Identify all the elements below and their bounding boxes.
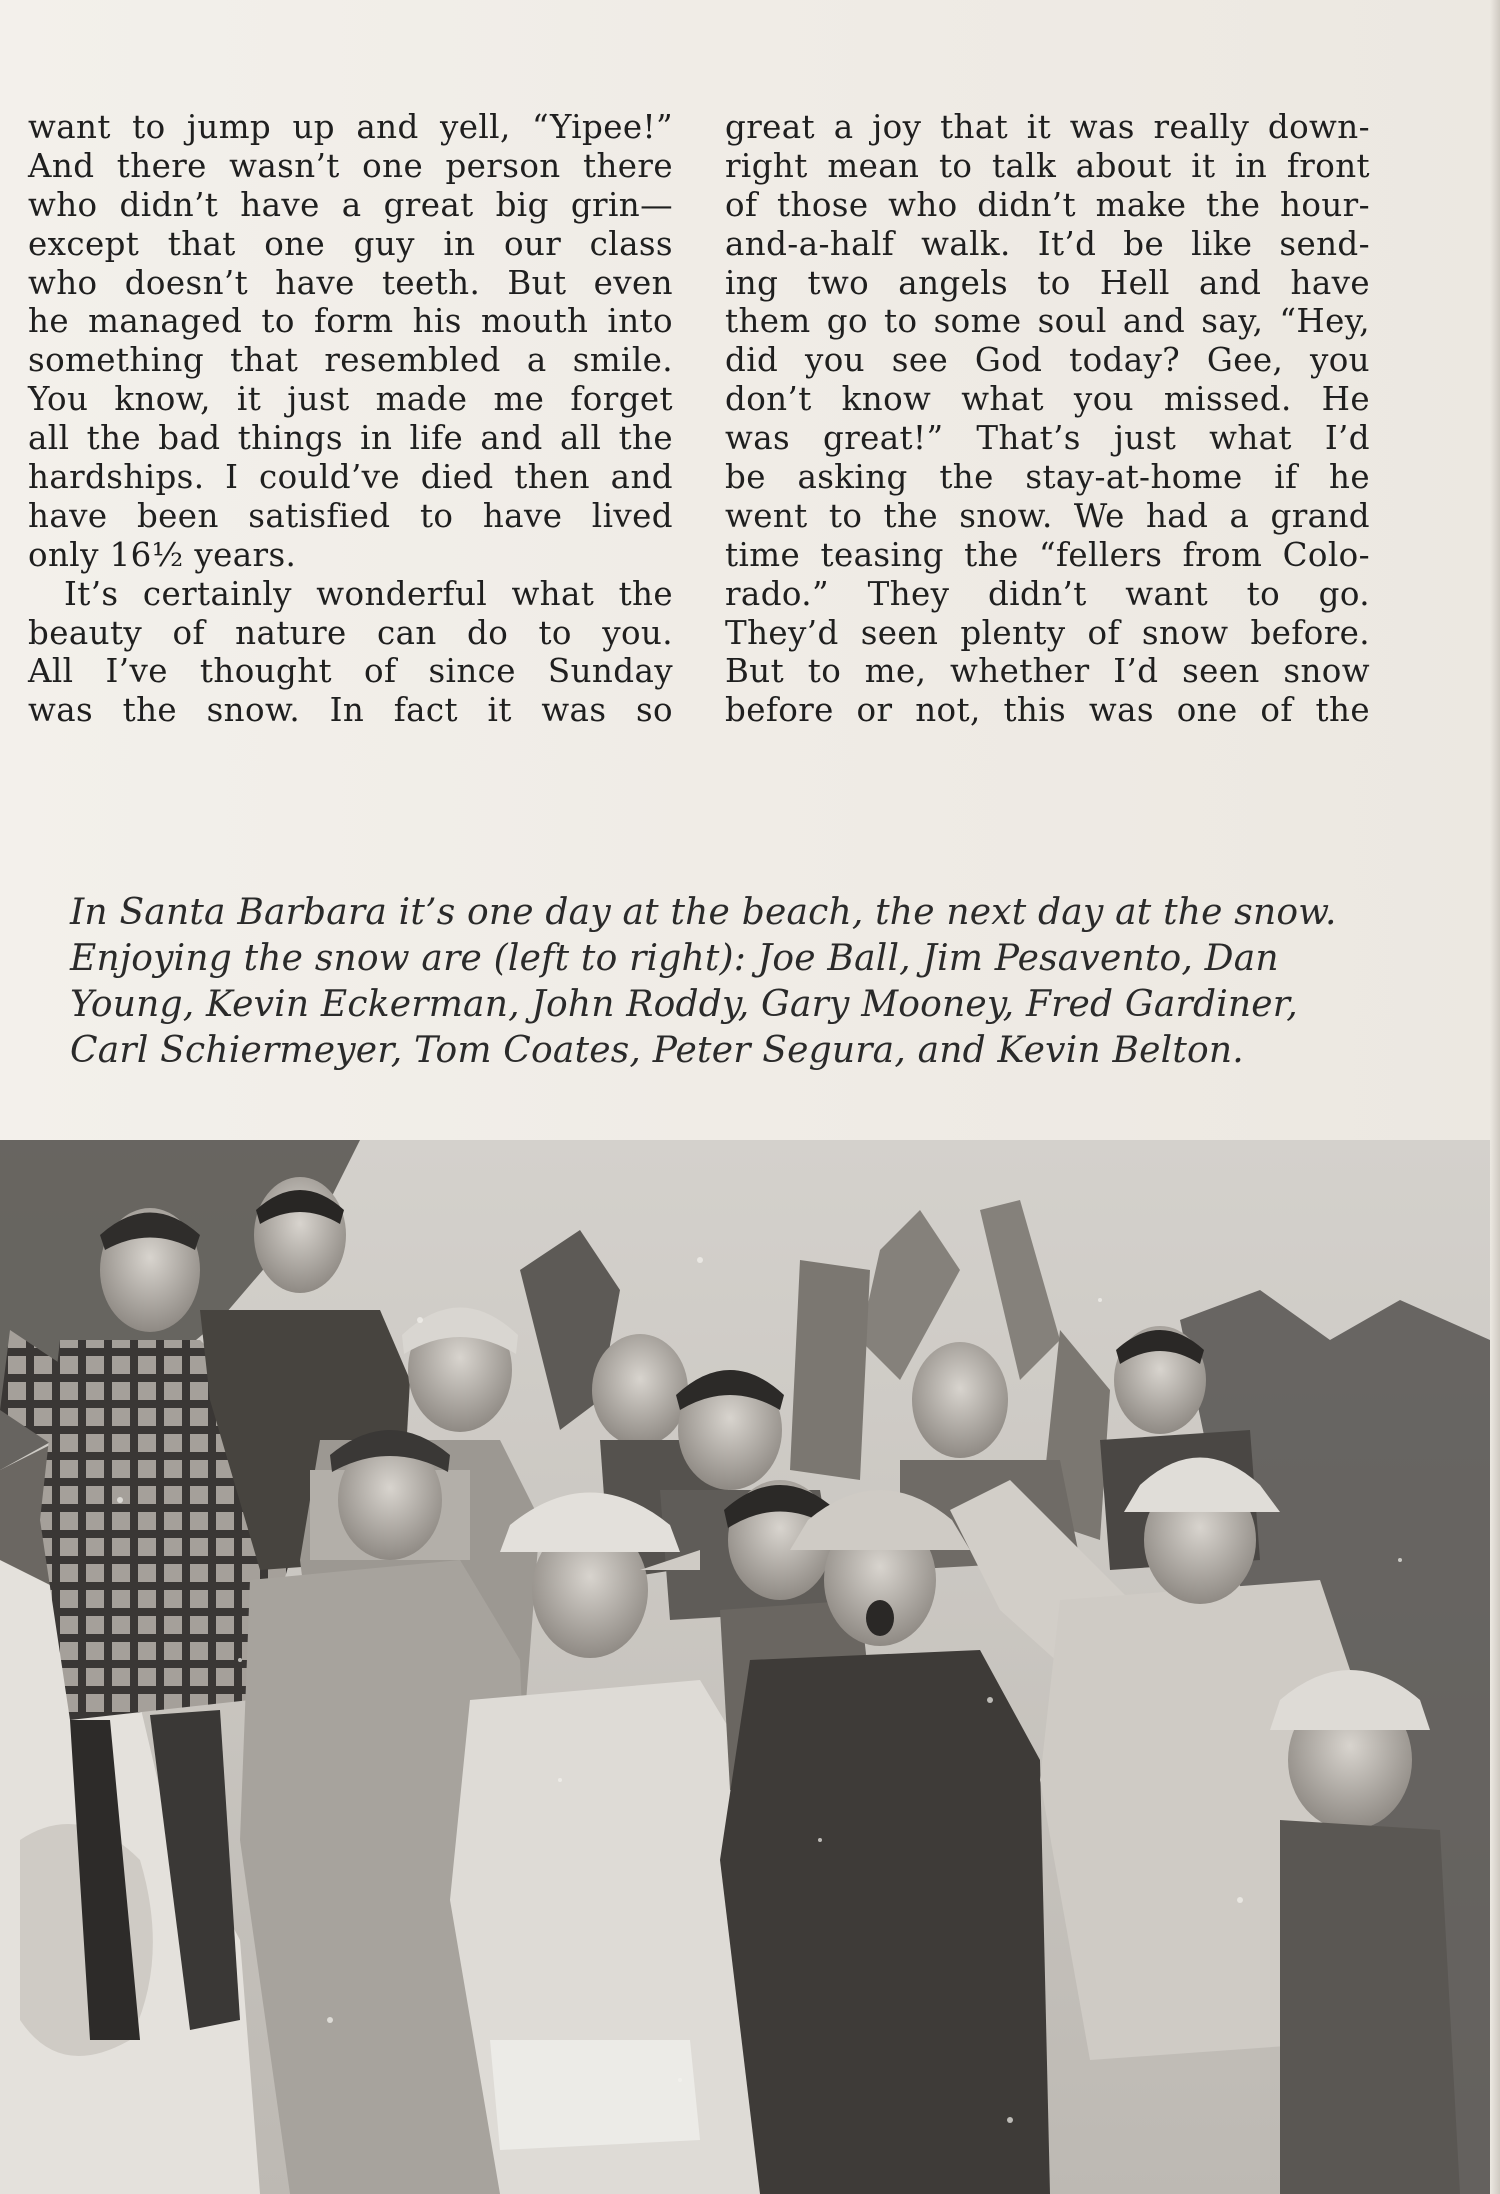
article-line: time teasing the “fellers from Colo- bbox=[725, 535, 1370, 574]
article-line: All I’ve thought of since Sunday bbox=[28, 652, 673, 691]
article-line: was the snow. In fact it was so bbox=[28, 691, 673, 730]
article-line: who didn’t have a great big grin— bbox=[28, 185, 673, 224]
article-line: beauty of nature can do to you. bbox=[28, 613, 673, 652]
article-line: have been satisfied to have lived bbox=[28, 496, 673, 535]
article-line: he managed to form his mouth into bbox=[28, 302, 673, 341]
article-line: right mean to talk about it in front bbox=[725, 146, 1370, 185]
article-line: them go to some soul and say, “Hey, bbox=[725, 302, 1370, 341]
article-line: And there wasn’t one person there bbox=[28, 146, 673, 185]
group-photo bbox=[0, 1140, 1490, 2194]
page-edge-shadow bbox=[1490, 0, 1500, 2194]
article-line: of those who didn’t make the hour- bbox=[725, 185, 1370, 224]
caption-line: Enjoying the snow are (left to right): Joe Ball, Jim Pesavento, Dan bbox=[70, 938, 1279, 979]
article-line: who doesn’t have teeth. But even bbox=[28, 263, 673, 302]
article-line: went to the snow. We had a grand bbox=[725, 496, 1370, 535]
article-line: before or not, this was one of the bbox=[725, 691, 1370, 730]
article-line: rado.” They didn’t want to go. bbox=[725, 574, 1370, 613]
caption-line: In Santa Barbara it’s one day at the beach, the next day at the snow. bbox=[70, 892, 1337, 933]
article-line: ing two angels to Hell and have bbox=[725, 263, 1370, 302]
article-line: all the bad things in life and all the bbox=[28, 419, 673, 458]
article-line: did you see God today? Gee, you bbox=[725, 341, 1370, 380]
article-line: don’t know what you missed. He bbox=[725, 380, 1370, 419]
group-photo-snow-icon bbox=[0, 1140, 1490, 2194]
article-line: and-a-half walk. It’d be like send- bbox=[725, 224, 1370, 263]
article-line: hardships. I could’ve died then and bbox=[28, 458, 673, 497]
article-line: You know, it just made me forget bbox=[28, 380, 673, 419]
article-line: be asking the stay-at-home if he bbox=[725, 458, 1370, 497]
caption-line: Carl Schiermeyer, Tom Coates, Peter Segura, and Kevin Belton. bbox=[70, 1030, 1244, 1071]
photo-caption bbox=[70, 890, 1360, 1074]
article-line: want to jump up and yell, “Yipee!” bbox=[28, 108, 673, 146]
article-line: It’s certainly wonderful what the bbox=[64, 574, 673, 613]
article-column-right bbox=[725, 108, 1370, 730]
article-line: was great!” That’s just what I’d bbox=[725, 419, 1370, 458]
caption-line: Young, Kevin Eckerman, John Roddy, Gary Mooney, Fred Gardiner, bbox=[70, 984, 1298, 1025]
article-body bbox=[28, 108, 1380, 738]
article-line: But to me, whether I’d seen snow bbox=[725, 652, 1370, 691]
article-line: except that one guy in our class bbox=[28, 224, 673, 263]
article-line: They’d seen plenty of snow before. bbox=[725, 613, 1370, 652]
article-line: something that resembled a smile. bbox=[28, 341, 673, 380]
article-column-left bbox=[28, 108, 673, 730]
article-line: only 16½ years. bbox=[28, 535, 297, 574]
article-line: great a joy that it was really down- bbox=[725, 108, 1370, 146]
